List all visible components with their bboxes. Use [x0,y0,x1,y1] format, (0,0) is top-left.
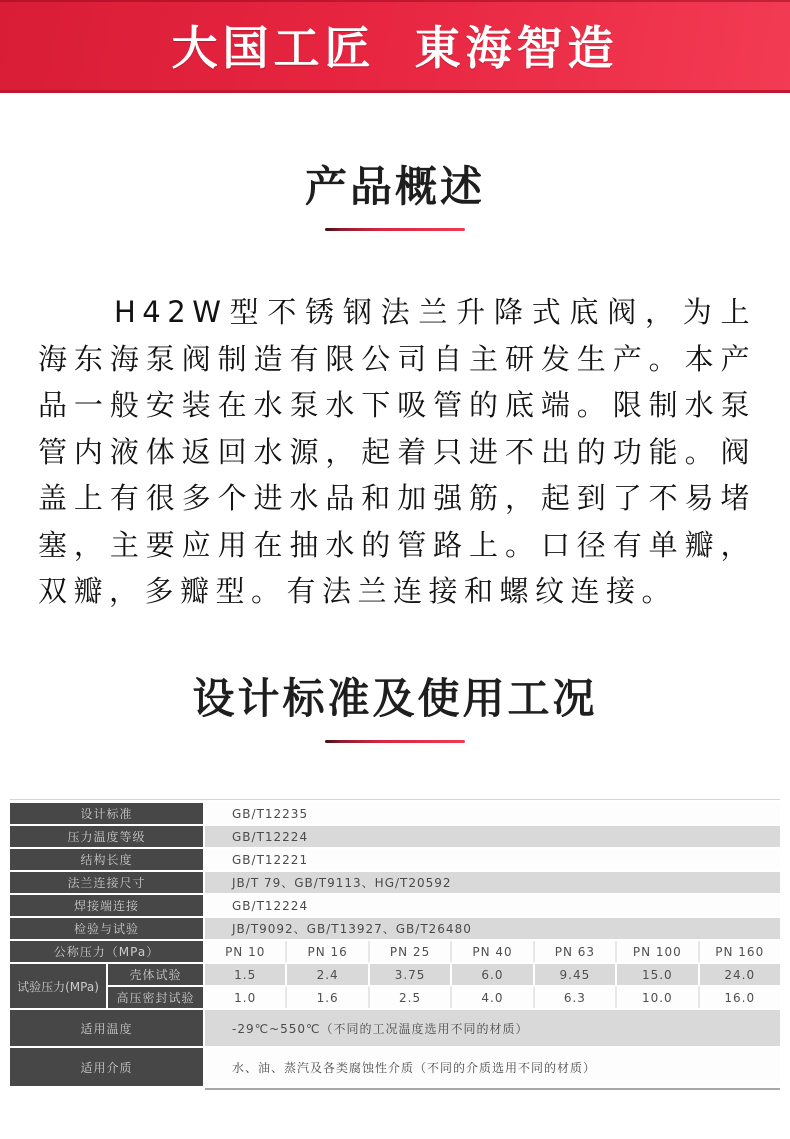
pn-column-header: PN 160 [700,941,780,962]
table-row-design-standard [10,803,780,824]
table-bottom-border [205,1088,780,1090]
value-cell: 1.6 [287,987,367,1008]
table-row-high-pressure-seal-test [108,987,780,1008]
title-underline [325,740,465,743]
table-row-shell-test [108,964,780,985]
row-label: 公称压力（MPa） [10,941,203,962]
table-row-applicable-temperature [10,1010,780,1046]
value-cell: 6.3 [535,987,615,1008]
row-value: GB/T12235 [205,803,780,824]
row-label: 压力温度等级 [10,826,203,847]
value-cell: 2.5 [370,987,450,1008]
pn-column-header: PN 63 [535,941,615,962]
value-cell: 1.5 [205,964,285,985]
row-value: GB/T12221 [205,849,780,870]
test-pressure-group-label: 试验压力(MPa) [10,964,106,1008]
test-pressure-rows [108,964,780,1008]
pn-column-header: PN 10 [205,941,285,962]
value-cell: 3.75 [370,964,450,985]
table-row-inspection-test [10,918,780,939]
pn-column-header: PN 16 [287,941,367,962]
row-label: 适用温度 [10,1010,203,1046]
value-cell: 9.45 [535,964,615,985]
row-value: JB/T9092、GB/T13927、GB/T26480 [205,918,780,939]
table-row-applicable-medium [10,1048,780,1086]
row-label: 结构长度 [10,849,203,870]
value-cell: 6.0 [452,964,532,985]
value-cell: 15.0 [617,964,697,985]
row-value: -29℃~550℃（不同的工况温度选用不同的材质） [205,1010,780,1046]
spec-table [10,799,780,1090]
pn-column-header: PN 100 [617,941,697,962]
title-underline [325,228,465,231]
top-banner [0,0,790,93]
section-title-overview: 产品概述 [304,162,485,211]
pn-column-header: PN 25 [370,941,450,962]
table-row-flange-dimensions [10,872,780,893]
row-value: GB/T12224 [205,826,780,847]
row-value: GB/T12224 [205,895,780,916]
row-value: JB/T 79、GB/T9113、HG/T20592 [205,872,780,893]
row-label: 适用介质 [10,1048,203,1086]
row-label: 法兰连接尺寸 [10,872,203,893]
pn-column-header: PN 40 [452,941,532,962]
row-value: 水、油、蒸汽及各类腐蚀性介质（不同的介质选用不同的材质） [205,1048,780,1086]
row-sublabel: 壳体试验 [108,964,203,985]
overview-paragraph: H42W型不锈钢法兰升降式底阀，为上海东海泵阀制造有限公司自主研发生产。本产品一般安装在水泵水下吸管的底端。限制水泵管内液体返回水源，起着只进不出的功能。阀盖上有很多个进水品和加强筋，起到了不易堵塞，主要应用在抽水的管路上。口径有单瓣，双瓣，多瓣型。有法兰连接和螺纹连接。 [38,295,756,609]
value-cell: 24.0 [700,964,780,985]
banner-title: 大国工匠 東海智造 [171,21,619,75]
row-sublabel: 高压密封试验 [108,987,203,1008]
row-label: 设计标准 [10,803,203,824]
value-cell: 2.4 [287,964,367,985]
row-label: 焊接端连接 [10,895,203,916]
value-cell: 1.0 [205,987,285,1008]
value-cell: 4.0 [452,987,532,1008]
row-label: 检验与试验 [10,918,203,939]
table-row-pressure-temp-class [10,826,780,847]
value-cell: 10.0 [617,987,697,1008]
table-row-nominal-pressure [10,941,780,962]
value-cell: 16.0 [700,987,780,1008]
table-row-weld-end [10,895,780,916]
section-title-specs: 设计标准及使用工况 [192,673,598,723]
table-group-test-pressure [10,964,780,1008]
table-row-structure-length [10,849,780,870]
